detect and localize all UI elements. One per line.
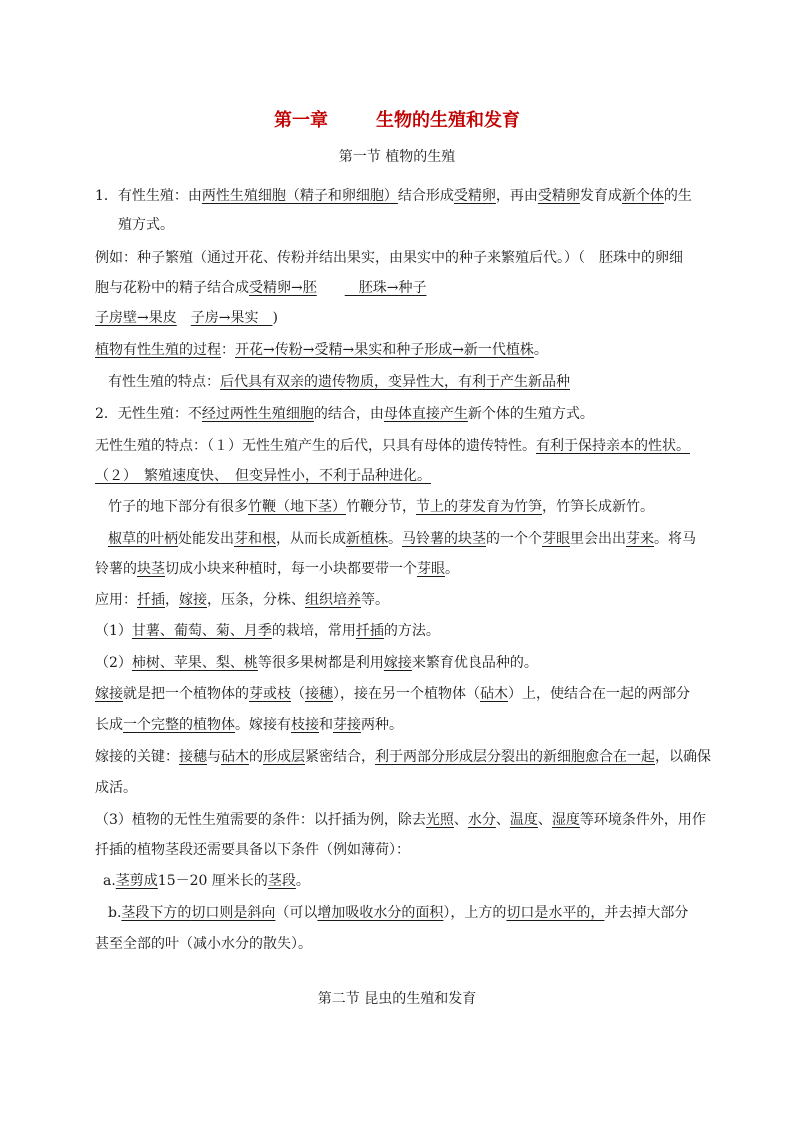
underlined-keyword: 砧木 [480, 686, 508, 702]
text-run: 的生 [663, 188, 692, 204]
underlined-keyword: 切口是水平的， [506, 905, 605, 921]
text-run: 1．有性生殖：由 [95, 188, 202, 204]
text-run: ： [221, 342, 235, 358]
text-run: 竹子的地下部分有很多 [108, 499, 248, 515]
text-run: 扦插的植物茎段还需要具备以下条件（例如薄荷）： [95, 842, 410, 858]
text-run: 并去掉大部分 [604, 905, 689, 921]
text-run: 和 [319, 717, 333, 733]
text-run: a. [103, 873, 116, 889]
text-line [95, 249, 683, 267]
text-run: ，竹笋长成新竹。 [542, 499, 654, 515]
text-line [95, 405, 594, 423]
underlined-keyword: 茎段 [267, 873, 296, 889]
text-line [95, 841, 410, 859]
text-run: 甚至全部的叶（减小水分的散失）。 [95, 936, 312, 952]
chapter-name: 生物的生殖和发育 [376, 110, 520, 131]
underlined-keyword: 形成层 [263, 749, 305, 765]
text-run: 。嫁接有 [235, 717, 291, 733]
text-line [95, 591, 389, 609]
text-run: 新个体的生殖方式。 [467, 406, 594, 422]
underlined-keyword: 嫁接 [95, 686, 123, 702]
text-run: （ [291, 686, 305, 702]
underlined-keyword: 块茎 [137, 561, 165, 577]
text-run: 切成小块来种植时，每一小块都要带一个 [165, 561, 417, 577]
text-run: 处能发出 [178, 531, 234, 547]
text-run: 竹鞭分节， [346, 499, 416, 515]
text-run: 就是把一个植物体的 [123, 686, 249, 702]
text-run: 来繁育优良品种的。 [411, 655, 538, 671]
chapter-number: 第一章 [274, 110, 328, 131]
text-run: ，从而长成 [276, 531, 346, 547]
text-line [95, 187, 692, 205]
text-run: 的结合，由 [313, 406, 384, 422]
text-run: 胞与花粉中的精子结合成 [95, 280, 249, 296]
underlined-keyword: 切口则是斜向 [191, 905, 276, 921]
text-run: 。将马 [654, 531, 696, 547]
section-title: 第二节 昆虫的生殖和发育 [317, 991, 477, 1007]
text-run: 两种。 [361, 717, 403, 733]
underlined-keyword: 芽眼 [542, 531, 570, 547]
underlined-keyword: 嫁接 [383, 655, 412, 671]
underlined-keyword: 子房→果实 [190, 310, 273, 326]
underlined-keyword: 茎段下方的 [121, 905, 192, 921]
text-run: ）上，使结合在一起的两部分 [508, 686, 690, 702]
chapter-title [0, 106, 794, 132]
underlined-keyword: 组织培养 [305, 592, 361, 608]
text-run: 里会出出 [570, 531, 626, 547]
text-line [95, 309, 278, 327]
text-run: 15－20 厘米长的 [157, 873, 268, 889]
text-run: 等很多果树都是利用 [257, 655, 384, 671]
text-line [118, 216, 174, 234]
text-line [108, 530, 696, 548]
underlined-keyword: 接穗 [179, 749, 207, 765]
underlined-keyword: 母体直接产生 [383, 406, 468, 422]
underlined-keyword: 受精卵 [453, 188, 496, 204]
text-line [95, 279, 426, 297]
underlined-keyword: 经过两性生殖细胞 [201, 406, 314, 422]
text-run: 。 [445, 561, 459, 577]
text-run: 。 [388, 531, 402, 547]
text-line [95, 716, 403, 734]
text-run: 长成 [95, 717, 123, 733]
text-line [95, 437, 690, 455]
text-run: 殖方式。 [118, 217, 174, 233]
underlined-keyword: 扦插 [355, 623, 384, 639]
text-run: 的 [249, 749, 263, 765]
text-line [95, 748, 711, 766]
underlined-keyword: 芽眼 [417, 561, 445, 577]
underlined-keyword: 柿树、苹果、梨、桃 [131, 655, 258, 671]
text-run: （3）植物的无性生殖需要的条件：以扦插为例，除去 [95, 812, 426, 828]
text-line [103, 872, 310, 890]
text-run: ，再由 [495, 188, 538, 204]
underlined-keyword: 胚珠→种子 [344, 280, 427, 296]
underlined-keyword: 后代具有双亲的遗传物质，变异性大，有利于产生新品种 [220, 374, 570, 390]
text-run: ，压条，分株、 [207, 592, 305, 608]
underlined-keyword: 节上的芽发育为竹笋 [416, 499, 542, 515]
text-line [95, 622, 440, 640]
underlined-keyword: （２） 繁殖速度快、 但变异性小，不利于品种进化。 [95, 468, 431, 484]
text-run: （2） [95, 655, 132, 671]
underlined-keyword: 芽接 [333, 717, 361, 733]
text-line [95, 560, 459, 578]
text-run: 2．无性生殖：不 [95, 406, 202, 422]
text-run: 等环境条件外，用作 [579, 812, 706, 828]
underlined-keyword: 湿度 [551, 812, 580, 828]
text-run: 等。 [361, 592, 389, 608]
underlined-keyword: 受精卵→胚 [249, 280, 317, 296]
text-run: ， [165, 592, 179, 608]
text-line [95, 654, 538, 672]
text-run: 、 [537, 812, 552, 828]
underlined-keyword: 接穗 [305, 686, 333, 702]
text-run: 无性生殖的特点：（１）无性生殖产生的后代，只具有母体的遗传特性。 [95, 438, 536, 454]
underlined-keyword: 受精卵 [537, 188, 580, 204]
text-run: b. [108, 905, 122, 921]
text-run: 、 [495, 812, 510, 828]
text-run: 、 [453, 812, 468, 828]
underlined-keyword: 甘薯、葡萄、菊、月季 [131, 623, 272, 639]
underlined-keyword: 马铃薯的块茎 [402, 531, 486, 547]
text-run: 嫁接的关键： [95, 749, 179, 765]
text-run: ），接在另一个植物体（ [333, 686, 480, 702]
text-run: 的方法。 [383, 623, 440, 639]
text-run: ) [272, 310, 278, 326]
text-line [95, 467, 431, 485]
underlined-keyword: 砧木 [221, 749, 249, 765]
underlined-keyword: 竹鞭（地下茎） [248, 499, 346, 515]
text-run: 例如：种子繁殖（通过开花、传粉并结出果实，由果实中的种子来繁殖后代。）（ 胚珠中的卵细 [95, 250, 683, 266]
underlined-keyword: 水分 [467, 812, 496, 828]
text-line [95, 935, 312, 953]
text-line [95, 685, 690, 703]
underlined-keyword: 新植株 [346, 531, 388, 547]
underlined-keyword: 扦插 [137, 592, 165, 608]
text-run: （1） [95, 623, 132, 639]
text-run: 发育成 [579, 188, 622, 204]
text-run: 成活。 [95, 780, 137, 796]
text-line [95, 779, 137, 797]
text-line [108, 373, 570, 391]
underlined-keyword: 两性生殖细胞（精子和卵细胞） [201, 188, 398, 204]
underlined-keyword: 新个体 [621, 188, 664, 204]
underlined-keyword: 利于两部分形成层分裂出的新细胞愈合在一起 [375, 749, 655, 765]
underlined-keyword: 光照 [425, 812, 454, 828]
text-run: 的一个个 [486, 531, 542, 547]
underlined-keyword: 一个完整的植物体 [123, 717, 235, 733]
text-run: （可以 [275, 905, 318, 921]
text-run: 铃薯的 [95, 561, 137, 577]
underlined-keyword: 增加吸收水分的面积 [317, 905, 444, 921]
underlined-keyword: 植物有性生殖的过程 [95, 342, 221, 358]
text-line [95, 341, 548, 359]
text-run: 。 [295, 873, 310, 889]
underlined-keyword: 嫁接 [179, 592, 207, 608]
underlined-keyword: 子房壁→果皮 [95, 310, 177, 326]
text-run: 紧密结合， [305, 749, 375, 765]
underlined-keyword: 茎剪成 [115, 873, 158, 889]
underlined-keyword: 芽和根 [234, 531, 276, 547]
text-run: 。 [533, 342, 548, 358]
text-run: 结合形成 [397, 188, 454, 204]
text-run: ），上方的 [443, 905, 507, 921]
text-line [108, 904, 688, 922]
text-run [177, 310, 191, 326]
underlined-keyword: 温度 [509, 812, 538, 828]
underlined-keyword: 开花→传粉→受精→果实和种子形成→新一代植株 [235, 342, 534, 358]
underlined-keyword: 有利于保持亲本的性状。 [536, 438, 690, 454]
section-title: 第一节 植物的生殖 [338, 149, 456, 165]
text-run [317, 280, 345, 296]
underlined-keyword: 椒草的叶柄 [108, 531, 178, 547]
underlined-keyword: 芽来 [626, 531, 654, 547]
text-run: 的栽培，常用 [271, 623, 356, 639]
text-run: 与 [207, 749, 221, 765]
text-run: ，以确保 [655, 749, 711, 765]
underlined-keyword: 枝接 [291, 717, 319, 733]
text-run: 有性生殖的特点： [108, 374, 220, 390]
underlined-keyword: 芽或枝 [249, 686, 291, 702]
text-line [108, 498, 654, 516]
text-line [95, 811, 706, 829]
text-run: 应用： [95, 592, 137, 608]
